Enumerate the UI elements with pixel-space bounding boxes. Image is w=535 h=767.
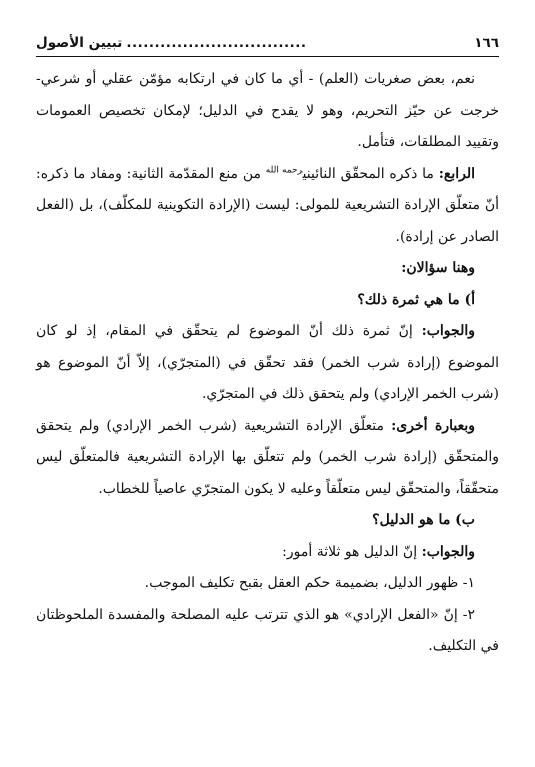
paragraph-text: ما ذكره المحقّق النائيني (302, 165, 439, 182)
list-item-text: ١- ظهور الدليل، بضميمة حكم العقل بقبح تكليف الموجب. (144, 575, 475, 591)
question-heading: ب) ما هو الدليل؟ (372, 512, 475, 528)
paragraph-2 (36, 159, 499, 254)
paragraph-1 (36, 64, 499, 159)
list-item-2 (36, 600, 499, 663)
list-item-1 (36, 568, 499, 600)
paragraph-3 (36, 253, 499, 285)
leader-dots: ................................ (126, 35, 307, 51)
page-header (36, 31, 499, 55)
paragraph-lead: والجواب: (421, 543, 475, 560)
paragraph-8 (36, 537, 499, 569)
paragraph-lead: الرابع: (438, 165, 475, 182)
paragraph-text: إنّ الدليل هو ثلاثة أمور: (282, 543, 422, 560)
paragraph-lead: والجواب: (421, 323, 475, 339)
paragraph-text-continued: من منع المقدّمة الثانية: ومفاد ما ذكره: أنّ متعلّق الإرادة التشريعية للمولى: ليست (الإرادة التكوينية للمكلّف)، بل (الفعل الصادر عن إرادة). (36, 165, 499, 245)
header-rule (36, 56, 499, 57)
running-title: تبيين الأصول (36, 35, 123, 51)
page-number: ١٦٦ (474, 35, 499, 51)
paragraph-text: نعم، بعض صغريات (العلم) - أي ما كان في ارتكابه مؤمّن عقلي أو شرعي- خرجت عن حيّز التحريم، وهو لا يقدح في الدليل؛ لإمكان تخصيص العمومات وتقييد المطلقات، فتأمل. (36, 71, 499, 150)
list-item-text: ٢- إنّ «الفعل الإرادي» هو الذي تترتب عليه المصلحة والمفسدة الملحوظتان في التكليف. (36, 606, 499, 654)
paragraph-lead: وبعبارة أخرى: (391, 417, 475, 434)
paragraph-4 (36, 285, 499, 317)
paragraph-5 (36, 316, 499, 411)
section-heading: وهنا سؤالان: (401, 260, 475, 276)
honorific-symbol: رحمه الله (265, 164, 303, 175)
paragraph-6 (36, 411, 499, 506)
paragraph-text: متعلّق الإرادة التشريعية (شرب الخمر الإرادي) ولم يتحقق والمتحقّق (إرادة شرب الخمر) ولم تتعلّق بها الإرادة التشريعية فالمتعلّق ليس متحقّقاً، والمتحقّق ليس متعلّقاً وعليه لا يكون المتجرّي عاصياً للخطاب. (36, 417, 499, 497)
paragraph-7 (36, 505, 499, 537)
question-heading: أ) ما هي ثمرة ذلك؟ (357, 291, 475, 308)
paragraph-text: إنّ ثمرة ذلك أنّ الموضوع لم يتحقّق في المقام، إذ لو كان الموضوع (إرادة شرب الخمر) فقد تحقّق في (المتجرّي)، إلاّ أنّ الموضوع هو (شرب الخمر الإرادي) ولم يتحقق ذلك في المتجرّي. (36, 323, 499, 402)
page-body (36, 64, 499, 663)
running-header (36, 35, 306, 51)
